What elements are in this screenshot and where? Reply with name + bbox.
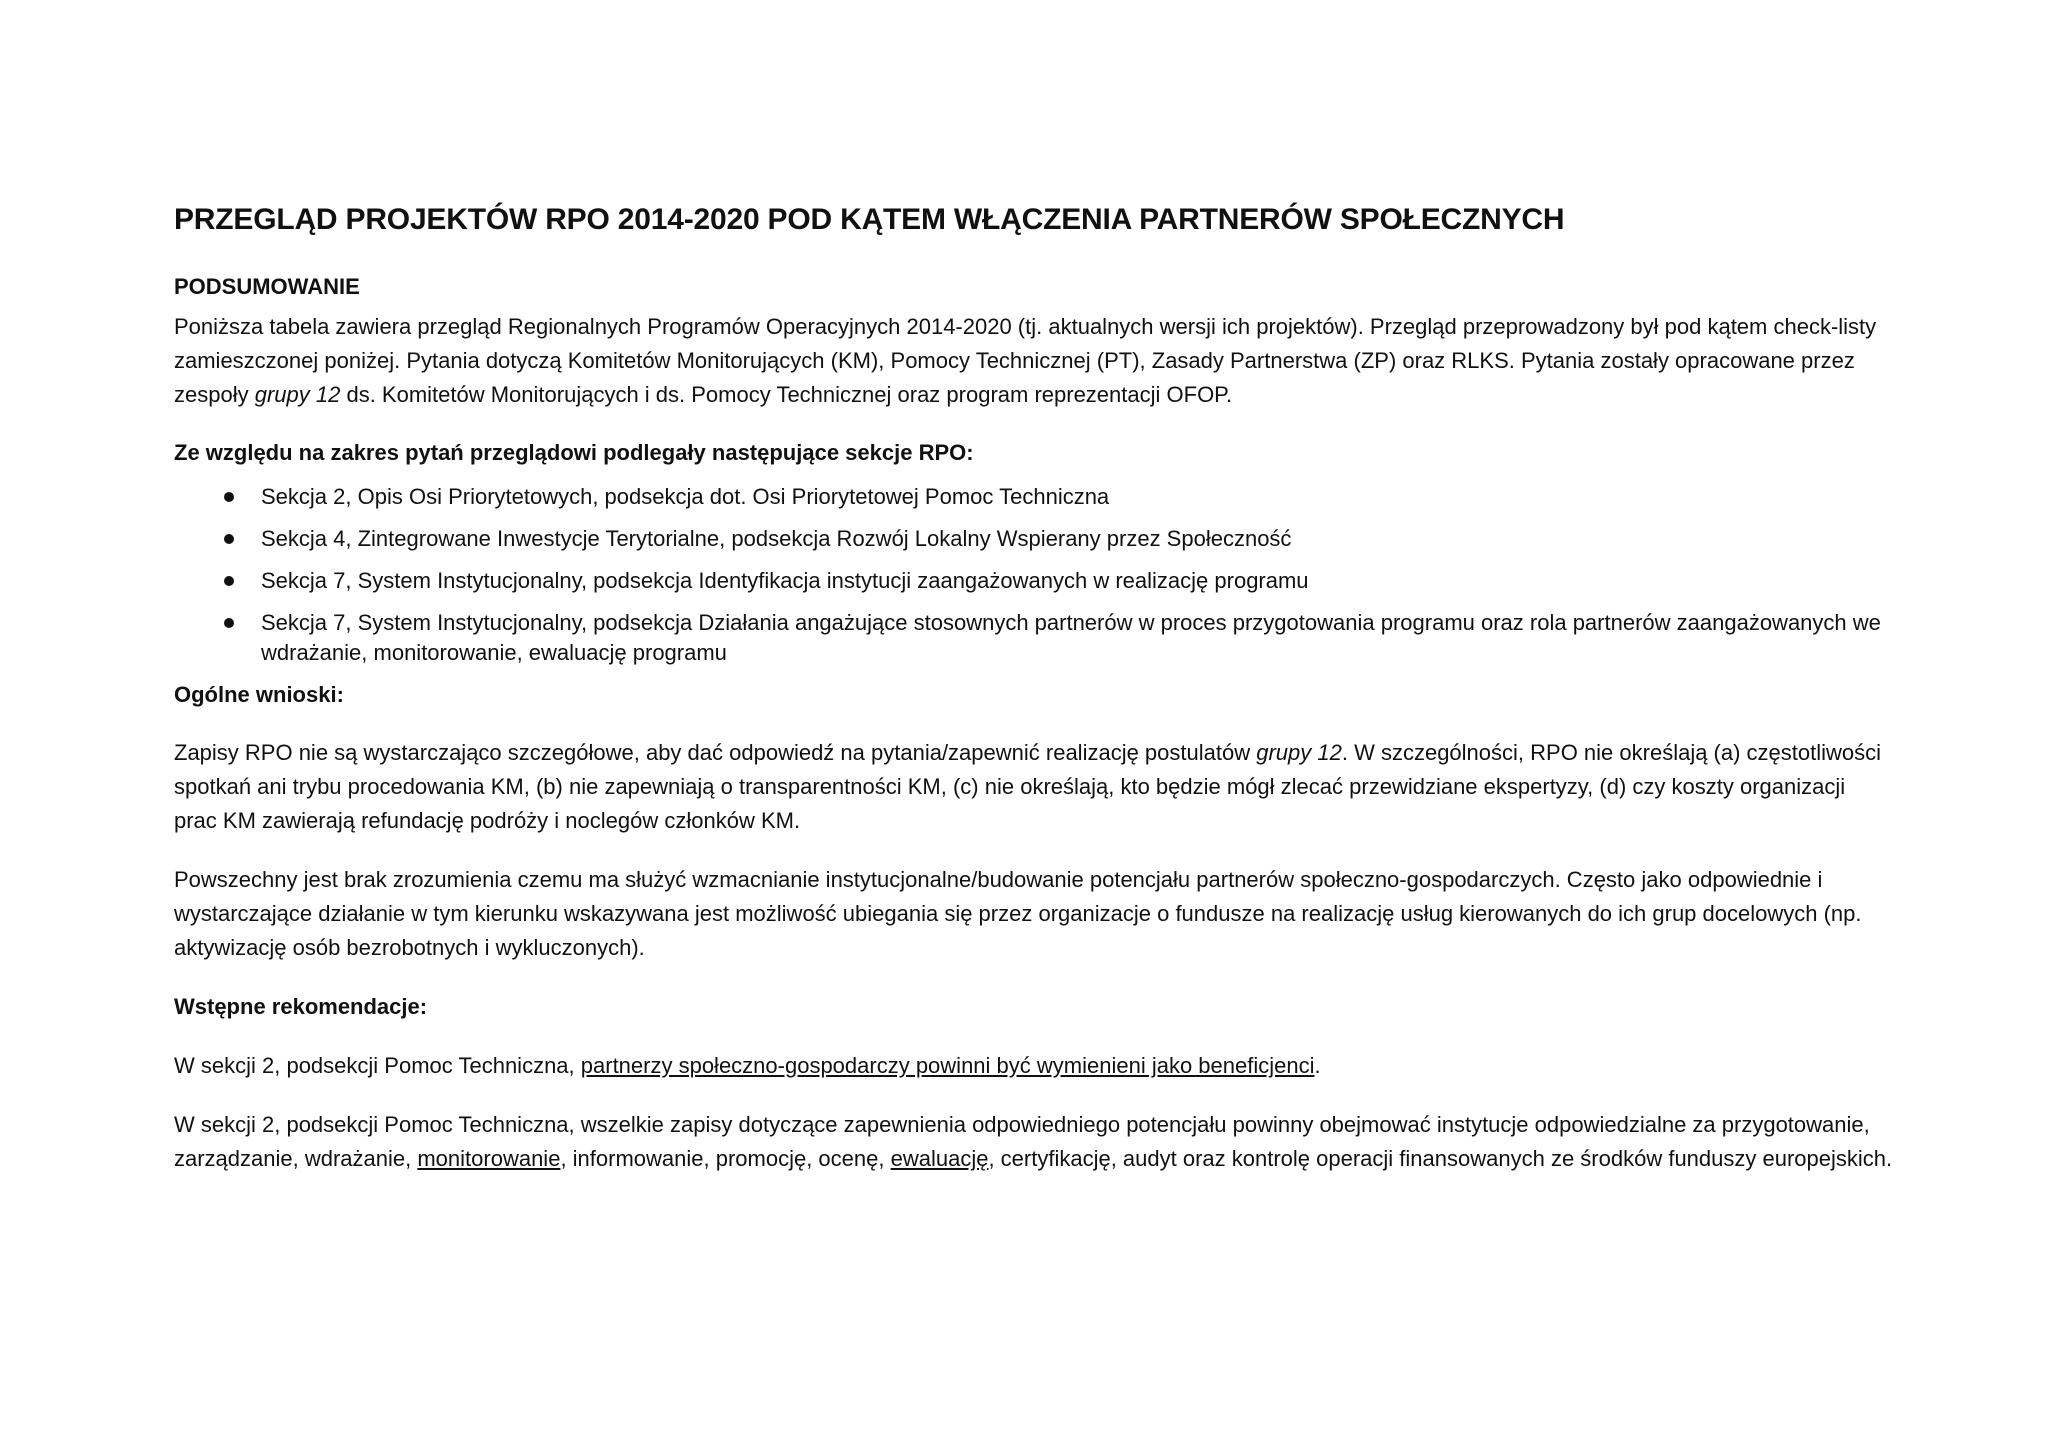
recommendation2-part1: W sekcji 2, podsekcji Pomoc Techniczna, wszelkie zapisy dotyczące zapewnienia odpowiedniego potencjału powinny obejmować instytucje odpowiedzialne za przygotowanie, zarządzanie, wdrażanie,	[174, 1112, 1870, 1171]
list-item	[174, 608, 1894, 668]
recommendation2-part2: , informowanie, promocję, ocenę,	[560, 1146, 891, 1171]
recommendation2-underlined-2: ewaluację	[890, 1146, 989, 1171]
document-page	[174, 200, 1894, 1201]
bullet-icon	[224, 576, 234, 586]
list-item	[174, 524, 1894, 554]
bullet-icon	[224, 534, 234, 544]
sections-label: Ze względu na zakres pytań przeglądowi podlegały następujące sekcje RPO:	[174, 440, 974, 465]
conclusion1-part1: Zapisy RPO nie są wystarczająco szczegółowe, aby dać odpowiedź na pytania/zapewnić realizację postulatów	[174, 740, 1257, 765]
conclusion-paragraph-1	[174, 736, 1894, 838]
document-title: PRZEGLĄD PROJEKTÓW RPO 2014-2020 POD KĄTEM WŁĄCZENIA PARTNERÓW SPOŁECZNYCH	[174, 203, 1565, 236]
recommendation-paragraph-1	[174, 1049, 1894, 1083]
list-item	[174, 566, 1894, 596]
recommendation2-part3: , certyfikację, audyt oraz kontrolę operacji finansowanych ze środków funduszy europejskich.	[988, 1146, 1893, 1171]
list-item-text: Sekcja 7, System Instytucjonalny, podsekcja Identyfikacja instytucji zaangażowanych w realizację programu	[261, 568, 1309, 593]
list-item-text: Sekcja 2, Opis Osi Priorytetowych, podsekcja dot. Osi Priorytetowej Pomoc Techniczna	[261, 484, 1110, 509]
conclusion1-italic: grupy 12	[1256, 740, 1342, 765]
bullet-icon	[224, 618, 234, 628]
recommendation1-part2: .	[1314, 1053, 1321, 1078]
intro-text-part2: ds. Komitetów Monitorujących i ds. Pomocy Technicznej oraz program reprezentacji OFOP.	[340, 382, 1233, 407]
list-item	[174, 482, 1894, 512]
intro-paragraph	[174, 310, 1894, 412]
recommendation1-underlined: partnerzy społeczno-gospodarczy powinni być wymienieni jako beneficjenci	[580, 1053, 1315, 1078]
recommendation-paragraph-2	[174, 1108, 1894, 1176]
list-item-text: Sekcja 7, System Instytucjonalny, podsekcja Działania angażujące stosownych partnerów w proces przygotowania programu oraz rola partnerów zaangażowanych we wdrażanie, monitorowanie, ewaluację programu	[261, 610, 1881, 665]
summary-heading: PODSUMOWANIE	[174, 274, 360, 299]
intro-text-part1: Poniższa tabela zawiera przegląd Regionalnych Programów Operacyjnych 2014-2020 (tj. aktualnych wersji ich projektów). Przegląd przeprowadzony był pod kątem check-listy zamieszczonej poniżej. Pytania dotyczą Komitetów Monitorujących (KM), Pomocy Technicznej (PT), Zasady Partnerstwa (ZP) oraz RLKS. Pytania zostały opracowane przez zespoły	[174, 314, 1877, 407]
recommendation1-part1: W sekcji 2, podsekcji Pomoc Techniczna,	[174, 1053, 581, 1078]
recommendations-label: Wstępne rekomendacje:	[174, 994, 428, 1019]
list-item-text: Sekcja 4, Zintegrowane Inwestycje Terytorialne, podsekcja Rozwój Lokalny Wspierany przez Społeczność	[261, 526, 1292, 551]
bullet-icon	[224, 492, 234, 502]
conclusions-label: Ogólne wnioski:	[174, 682, 344, 707]
conclusion1-part2: . W szczególności, RPO nie określają (a) częstotliwości spotkań ani trybu procedowania KM, (b) nie zapewniają o transparentności KM, (c) nie określają, kto będzie mógł zlecać przewidziane ekspertyzy, (d) czy koszty organizacji prac KM zawierają refundację podróży i noclegów członków KM.	[174, 740, 1882, 833]
intro-text-italic: grupy 12	[254, 382, 341, 407]
recommendation2-underlined-1: monitorowanie	[417, 1146, 561, 1171]
conclusion-paragraph-2: Powszechny jest brak zrozumienia czemu ma służyć wzmacnianie instytucjonalne/budowanie potencjału partnerów społeczno-gospodarczych. Często jako odpowiednie i wystarczające działanie w tym kierunku wskazywana jest możliwość ubiegania się przez organizacje o fundusze na realizację usług kierowanych do ich grup docelowych (np. aktywizację osób bezrobotnych i wykluczonych).	[174, 867, 1862, 960]
sections-list	[174, 482, 1894, 668]
